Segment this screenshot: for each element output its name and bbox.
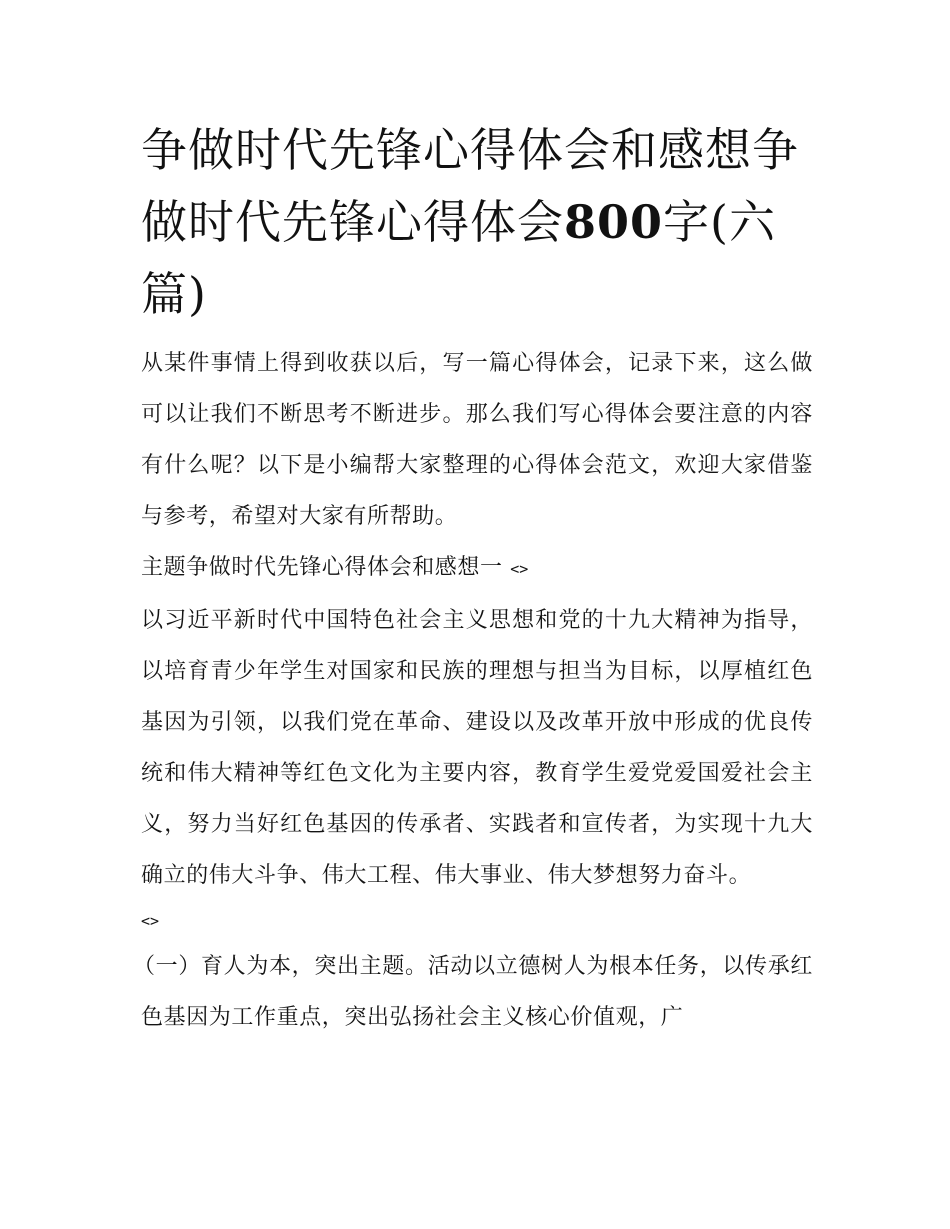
intro-paragraph: 从某件事情上得到收获以后，写一篇心得体会，记录下来，这么做可以让我们不断思考不断进步。那么我们写心得体会要注意的内容有什么呢？以下是小编帮大家整理的心得体会范文，欢迎大家借鉴与参考，希望对大家有所帮助。: [141, 351, 813, 529]
standalone-marker: <>: [141, 912, 160, 930]
body-paragraph-2: （一）育人为本，突出主题。活动以立德树人为根本任务，以传承红色基因为工作重点，突出弘扬社会主义核心价值观，广: [133, 954, 813, 1030]
title-text-part1: 争做时代先锋心得体会和感想争做时代先锋心得体会: [141, 123, 799, 249]
section-heading-text: 主题争做时代先锋心得体会和感想一: [141, 555, 503, 580]
title-text-part2: 字(六篇): [141, 195, 776, 321]
section-heading-marker: <>: [510, 560, 529, 578]
title-number: 800: [564, 195, 664, 249]
document-content: [133, 114, 813, 1043]
document-title: [141, 114, 813, 330]
body-paragraph-1: 以习近平新时代中国特色社会主义思想和党的十九大精神为指导，以培育青少年学生对国家和民族的理想与担当为目标，以厚植红色基因为引领，以我们党在革命、建设以及改革开放中形成的优良传统和伟大精神等红色文化为主要内容，教育学生爱党爱国爱社会主义，努力当好红色基因的传承者、实践者和宣传者，为实现十九大确立的伟大斗争、伟大工程、伟大事业、伟大梦想努力奋斗。: [141, 608, 813, 888]
section-heading: [141, 542, 813, 595]
